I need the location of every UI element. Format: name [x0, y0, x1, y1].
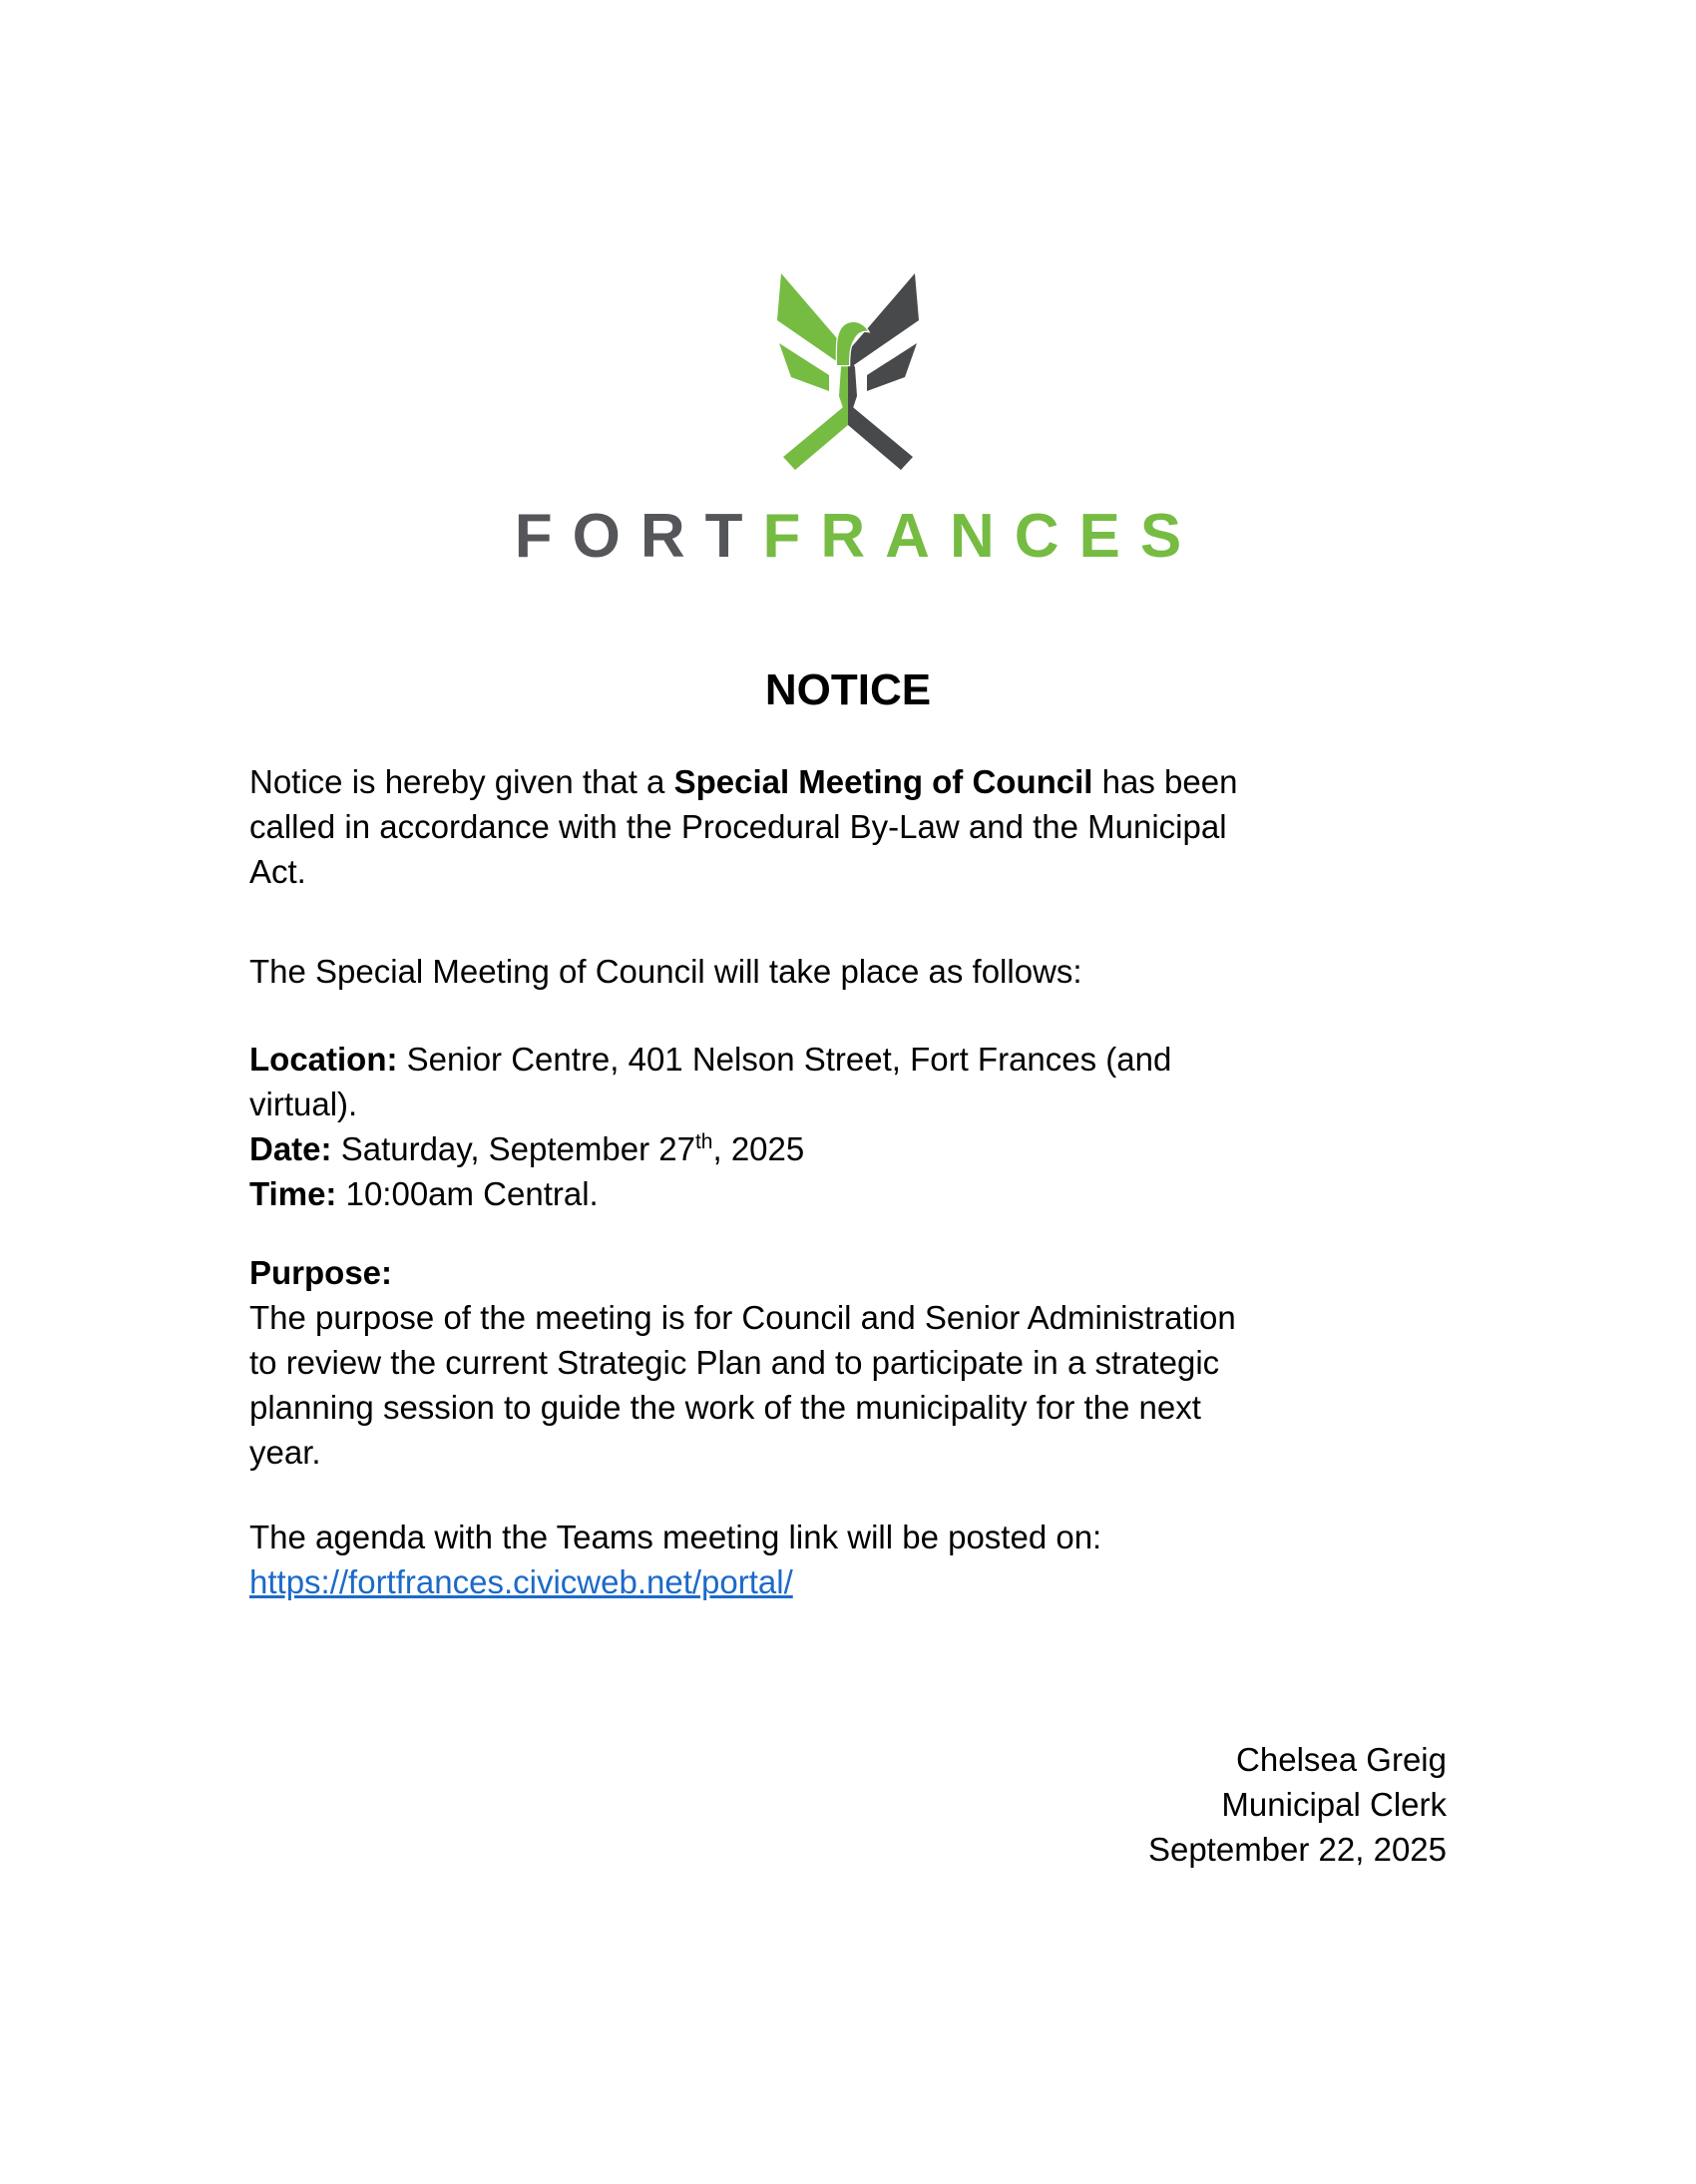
location-line-continued: virtual). — [249, 1086, 358, 1122]
agenda-text: The agenda with the Teams meeting link will be posted on: — [249, 1519, 1102, 1555]
page-title: NOTICE — [764, 665, 932, 714]
purpose-line: The purpose of the meeting is for Council and Senior Administration — [249, 1299, 1236, 1336]
date-ordinal-superscript: th — [694, 1130, 713, 1153]
location-line — [249, 1037, 1447, 1082]
intro-text-pre: Notice is hereby given that a — [249, 763, 674, 800]
meeting-intro-paragraph: The Special Meeting of Council will take place as follows: — [249, 953, 1082, 990]
date-label: Date: — [249, 1130, 332, 1167]
notice-body — [0, 664, 1696, 1872]
time-label: Time: — [249, 1175, 337, 1212]
special-meeting-bold-text: Special Meeting of Council — [673, 763, 1093, 800]
signature-block — [249, 1737, 1447, 1872]
bird-left-leg — [783, 403, 848, 470]
agenda-link-line — [249, 1559, 1447, 1604]
logo-word-fort: FORT — [514, 502, 763, 571]
phoenix-bird-icon — [777, 273, 919, 470]
signature-date: September 22, 2025 — [1147, 1831, 1447, 1868]
intro-paragraph — [249, 759, 1447, 894]
location-label: Location: — [249, 1041, 398, 1078]
purpose-section — [249, 1250, 1447, 1475]
paragraph-line: called in accordance with the Procedural By-Law and the Municipal — [249, 808, 1227, 845]
agenda-section — [249, 1515, 1447, 1604]
purpose-label: Purpose: — [249, 1254, 393, 1291]
meeting-details — [249, 1037, 1447, 1216]
paragraph-line: Act. — [249, 853, 306, 890]
civicweb-portal-link[interactable]: https://fortfrances.civicweb.net/portal/ — [249, 1563, 793, 1600]
fort-frances-logo — [0, 0, 1696, 569]
logo-word-frances: FRANCES — [762, 502, 1202, 571]
purpose-line: to review the current Strategic Plan and to participate in a strategic — [249, 1344, 1220, 1381]
purpose-line: year. — [249, 1434, 321, 1471]
paragraph-line — [249, 759, 1447, 804]
location-value: Senior Centre, 401 Nelson Street, Fort Frances (and — [397, 1041, 1172, 1078]
date-year: , 2025 — [712, 1130, 805, 1167]
time-line — [249, 1171, 1447, 1216]
purpose-line: planning session to guide the work of the municipality for the next — [249, 1389, 1201, 1426]
logo-wordmark — [0, 502, 1696, 571]
bird-right-leg — [848, 403, 913, 470]
signatory-name: Chelsea Greig — [1236, 1741, 1447, 1778]
date-value: Saturday, September 27 — [331, 1130, 695, 1167]
signatory-title: Municipal Clerk — [1221, 1786, 1447, 1823]
intro-text-post: has been — [1092, 763, 1238, 800]
time-value: 10:00am Central. — [336, 1175, 599, 1212]
date-line — [249, 1126, 1447, 1171]
